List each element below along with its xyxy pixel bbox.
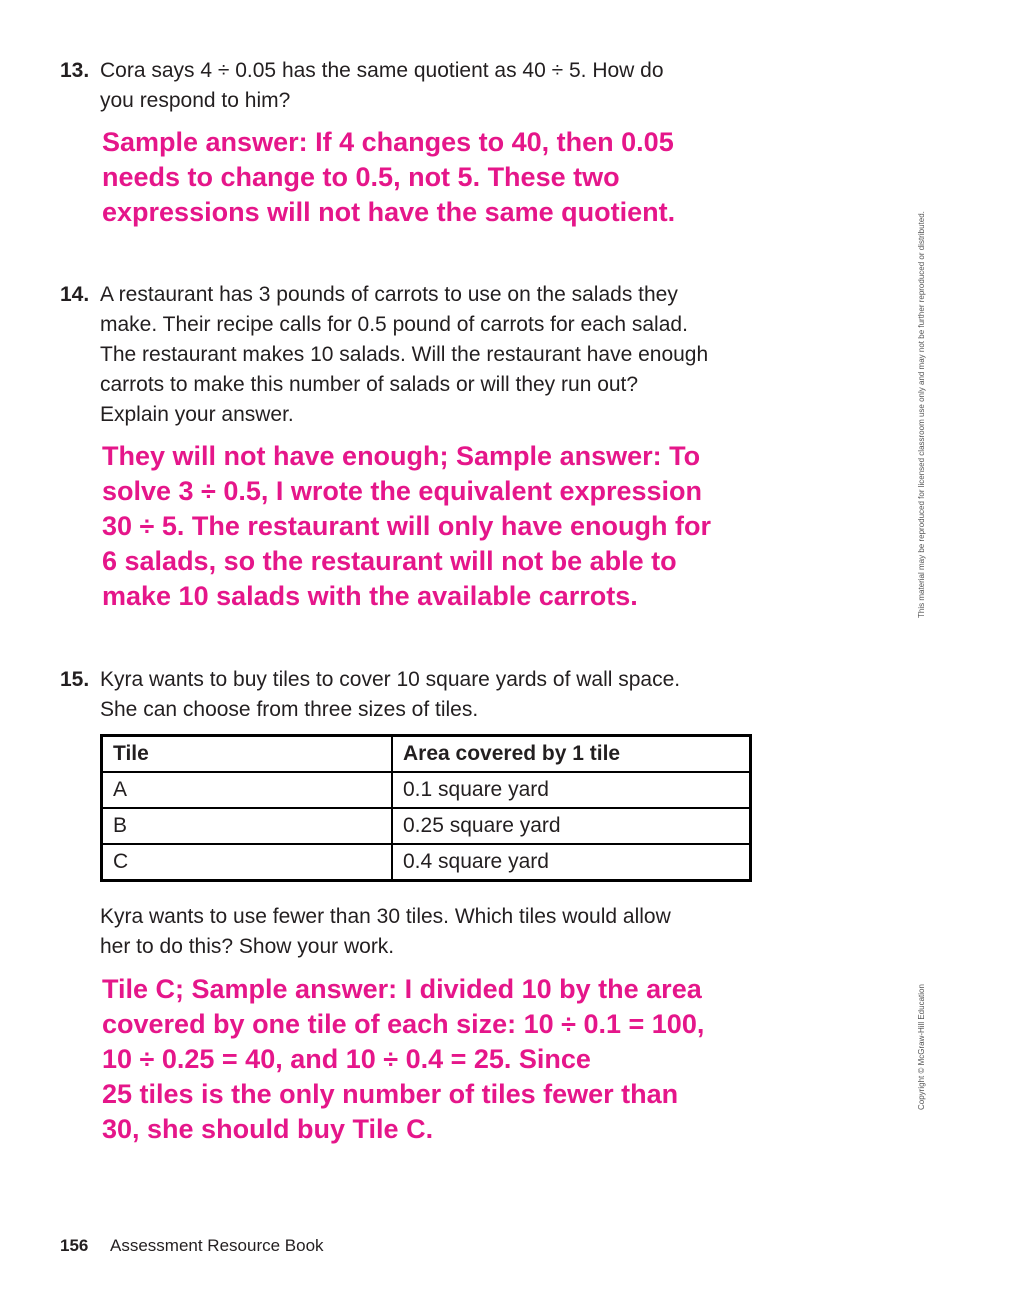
table-cell-area: 0.1 square yard bbox=[392, 772, 751, 808]
question-15-followup: Kyra wants to use fewer than 30 tiles. Which tiles would allow her to do this? Show your work. bbox=[100, 905, 671, 958]
table-row bbox=[102, 844, 751, 881]
question-13-number: 13. bbox=[60, 59, 90, 82]
table-cell-area: 0.25 square yard bbox=[392, 808, 751, 844]
license-note: This material may be reproduced for licensed classroom use only and may not be further reproduced or distributed. bbox=[917, 211, 926, 618]
table-row bbox=[102, 808, 751, 844]
question-15-text: Kyra wants to buy tiles to cover 10 square yards of wall space. She can choose from three sizes of tiles. bbox=[100, 668, 681, 721]
book-title: Assessment Resource Book bbox=[110, 1236, 324, 1255]
table-cell-area: 0.4 square yard bbox=[392, 844, 751, 881]
table-header-cell: Area covered by 1 tile bbox=[392, 736, 751, 773]
tile-area-table bbox=[100, 734, 752, 882]
table-cell-tile: B bbox=[102, 808, 393, 844]
table-cell-tile: A bbox=[102, 772, 393, 808]
question-14-text: A restaurant has 3 pounds of carrots to use on the salads they make. Their recipe calls for 0.5 pound of carrots for each salad. The restaurant makes 10 salads. Will the restaurant have enough carrots to make this number of salads or will they run out? Explain your answer. bbox=[100, 283, 709, 426]
page-number: 156 bbox=[60, 1236, 89, 1255]
table-cell-tile: C bbox=[102, 844, 393, 881]
question-15-answer: Tile C; Sample answer: I divided 10 by the area covered by one tile of each size: 10 ÷ 0.1 = 100, 10 ÷ 0.25 = 40, and 10 ÷ 0.4 = 25. Since 25 tiles is the only number of tiles fewer than 30, she should buy Tile C. bbox=[102, 974, 705, 1144]
question-14-answer: They will not have enough; Sample answer: To solve 3 ÷ 0.5, I wrote the equivalent expression 30 ÷ 5. The restaurant will only have enough for 6 salads, so the restaurant will not be able to make 10 salads with the available carrots. bbox=[102, 441, 711, 611]
question-13-text: Cora says 4 ÷ 0.05 has the same quotient as 40 ÷ 5. How do you respond to him? bbox=[100, 59, 664, 112]
copyright-note: Copyright © McGraw-Hill Education bbox=[917, 984, 926, 1110]
table-header-cell: Tile bbox=[102, 736, 393, 773]
question-13-answer: Sample answer: If 4 changes to 40, then 0.05 needs to change to 0.5, not 5. These two expressions will not have the same quotient. bbox=[102, 127, 676, 227]
table-header-row bbox=[102, 736, 751, 773]
question-15-number: 15. bbox=[60, 668, 90, 691]
table-row bbox=[102, 772, 751, 808]
question-14-number: 14. bbox=[60, 283, 90, 306]
